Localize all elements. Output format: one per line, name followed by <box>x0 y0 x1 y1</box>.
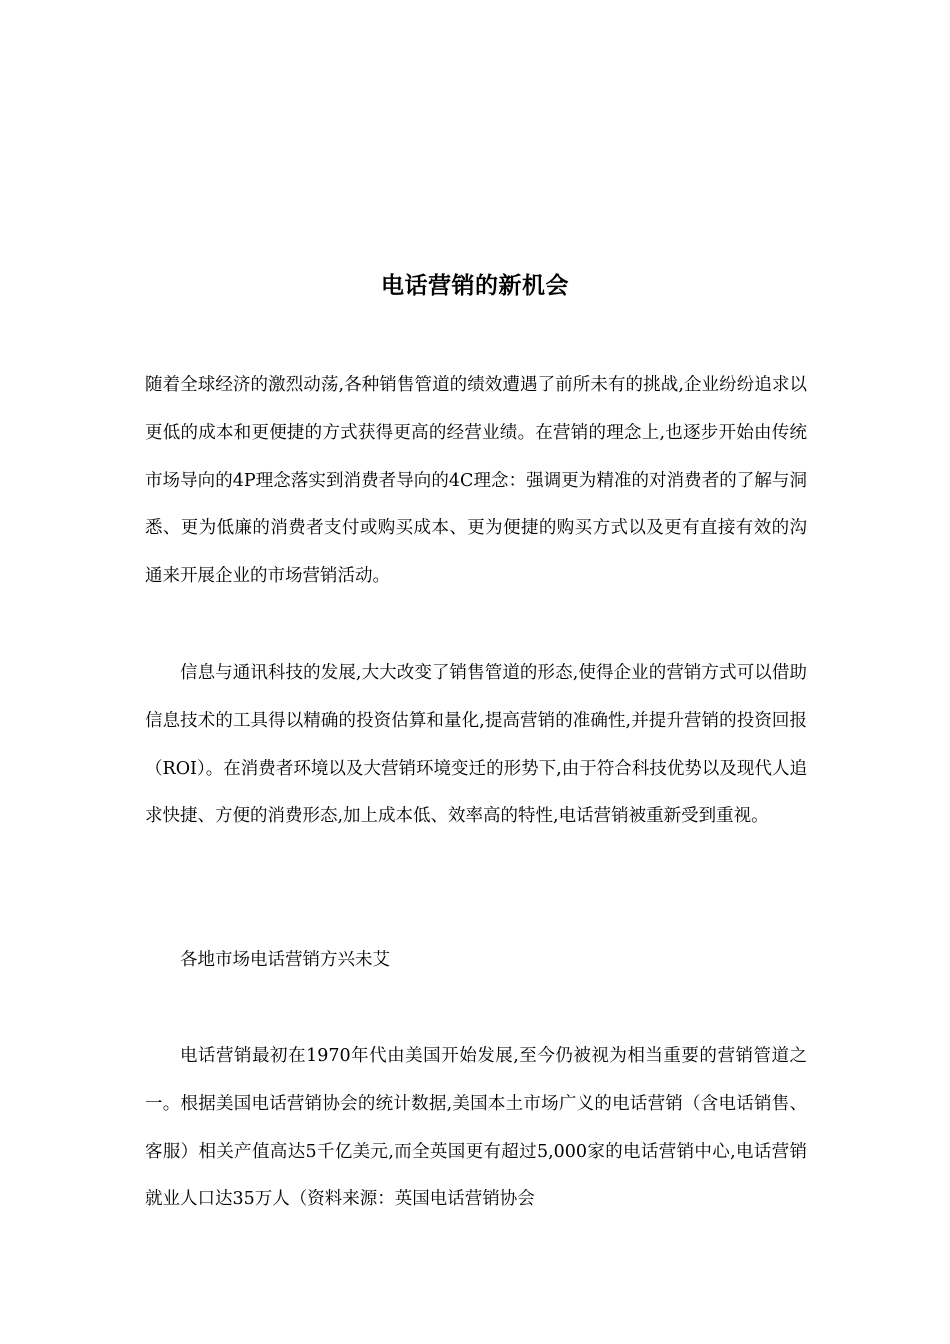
section-heading-markets: 各地市场电话营销方兴未艾 <box>180 950 390 970</box>
paragraph-technology: 信息与通讯科技的发展,大大改变了销售管道的形态,使得企业的营销方式可以借助信息技术的工具得以精确的投资估算和量化,提高营销的准确性,并提升营销的投资回报（ROI）。在消费者环境以及大营销环境变迁的形势下,由于符合科技优势以及现代人追求快捷、方便的消费形态,加上成本低、效率高的特性,电话营销被重新受到重视。 <box>145 663 807 827</box>
paragraph-history: 电话营销最初在1970年代由美国开始发展,至今仍被视为相当重要的营销管道之一。根据美国电话营销协会的统计数据,美国本土市场广义的电话营销（含电话销售、客服）相关产值高达5千亿美元,而全英国更有超过5,000家的电话营销中心,电话营销就业人口达35万人（资料来源：英国电话营销协会 <box>145 1046 807 1210</box>
document-title: 电话营销的新机会 <box>381 272 569 299</box>
paragraph-intro: 随着全球经济的激烈动荡,各种销售管道的绩效遭遇了前所未有的挑战,企业纷纷追求以更低的成本和更便捷的方式获得更高的经营业绩。在营销的理念上,也逐步开始由传统市场导向的4P理念落实到消费者导向的4C理念：强调更为精准的对消费者的了解与洞悉、更为低廉的消费者支付或购买成本、更为便捷的购买方式以及更有直接有效的沟通来开展企业的市场营销活动。 <box>145 375 807 587</box>
